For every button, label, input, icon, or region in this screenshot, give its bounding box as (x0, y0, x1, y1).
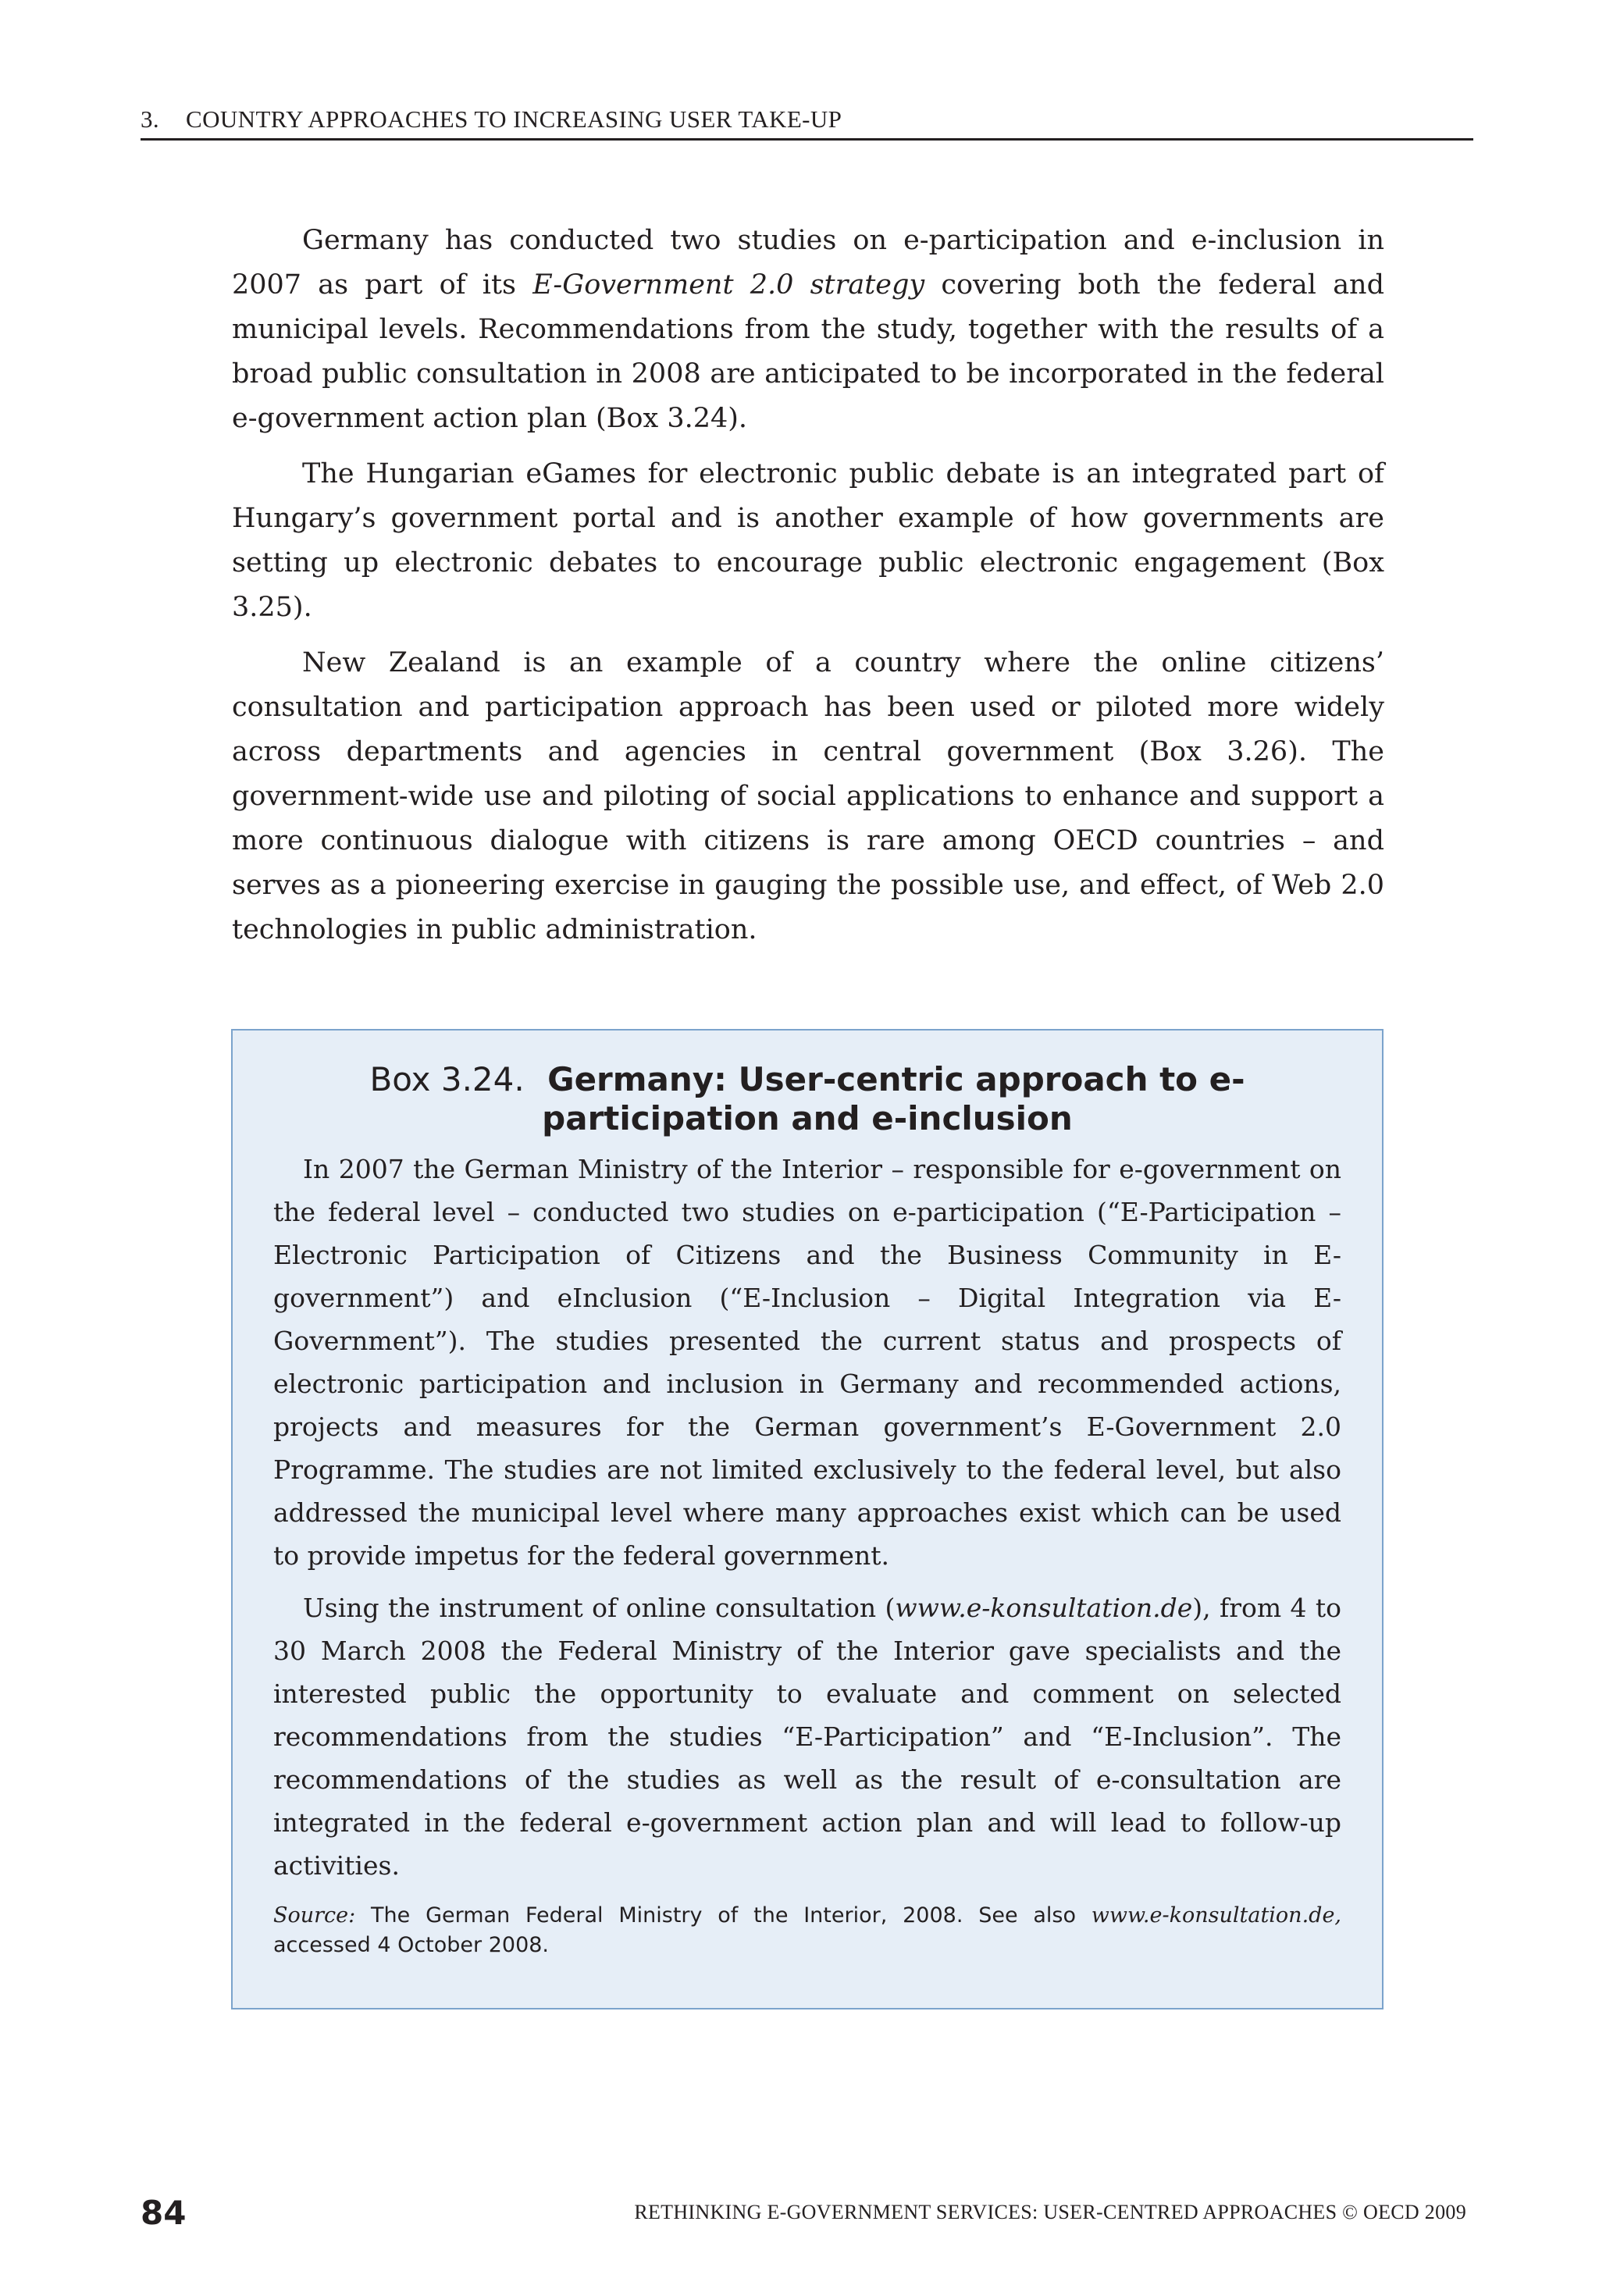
strategy-title: E-Government 2.0 strategy (532, 269, 925, 301)
source-label: Source: (273, 1903, 356, 1928)
box-paragraph (273, 1586, 1341, 1887)
footer-publication: RETHINKING E-GOVERNMENT SERVICES: USER-CENTRED APPROACHES © OECD 2009 (634, 2201, 1466, 2223)
body-paragraph: New Zealand is an example of a country where the online citizens’ consultation and participation approach has been used or piloted more widely across departments and agencies in central government (Box 3.26). The government-wide use and piloting of social applications to enhance and support a more continuous dialogue with citizens is rare among OECD countries – and serves as a pioneering exercise in gauging the possible use, and effect, of Web 2.0 technologies in public administration. (232, 647, 1384, 945)
box-3-24 (231, 1029, 1384, 2009)
chapter-number: 3. (141, 105, 160, 133)
box-title (273, 1060, 1341, 1138)
body-paragraph (232, 219, 1384, 441)
body-paragraph: The Hungarian eGames for electronic public debate is an integrated part of Hungary’s government portal and is another example of how governments are setting up electronic debates to encourage public electronic engagement (Box 3.25). (232, 458, 1384, 623)
page-number: 84 (141, 2194, 187, 2232)
box-label: Box 3.24. (369, 1060, 525, 1098)
chapter-title: COUNTRY APPROACHES TO INCREASING USER TAKE-UP (186, 105, 842, 133)
running-header (141, 106, 1473, 141)
body-text-span: covering both the federal and municipal levels. Recommendations from the study, together with the results of a broad public consultation in 2008 are anticipated to be incorporated in the federal e-government action plan (Box 3.24). (232, 269, 1385, 434)
box-paragraph: In 2007 the German Ministry of the Interior – responsible for e-government on the federal level – conducted two studies on e-participation (“E-Participation – Electronic Participation of Citizens and the Business Community in E-government”) and eInclusion (“E-Inclusion – Digital Integration via E-Government”). The studies presented the current status and prospects of electronic participation and inclusion in Germany and recommended actions, projects and measures for the German government’s E-Government 2.0 Programme. The studies are not limited exclusively to the federal level, but also addressed the municipal level where many approaches exist which can be used to provide impetus for the federal government. (273, 1154, 1341, 1571)
box-text-span: ), from 4 to 30 March 2008 the Federal Ministry of the Interior gave specialists and the interested public the opportunity to evaluate and comment on selected recommendations from the studies “E-Participation” and “E-Inclusion”. The recommendations of the studies as well as the result of e-consultation are integrated in the federal e-government action plan and will lead to follow-up activities. (273, 1593, 1342, 1881)
box-heading: Germany: User-centric approach to e-participation and e-inclusion (542, 1060, 1245, 1137)
box-text-span: Using the instrument of online consultation ( (303, 1593, 896, 1623)
source-text: accessed 4 October 2008. (273, 1933, 550, 1957)
body-text-span: Germany has conducted two studies on e-participation and e-inclusion in 2007 as part of its (232, 225, 1384, 301)
source-text: The German Federal Ministry of the Interior, 2008. See also (355, 1903, 1092, 1928)
body-text (232, 219, 1384, 963)
box-source (273, 1901, 1341, 1960)
consultation-url: www.e-konsultation.de (895, 1593, 1193, 1623)
source-url: www.e-konsultation.de, (1091, 1903, 1341, 1928)
